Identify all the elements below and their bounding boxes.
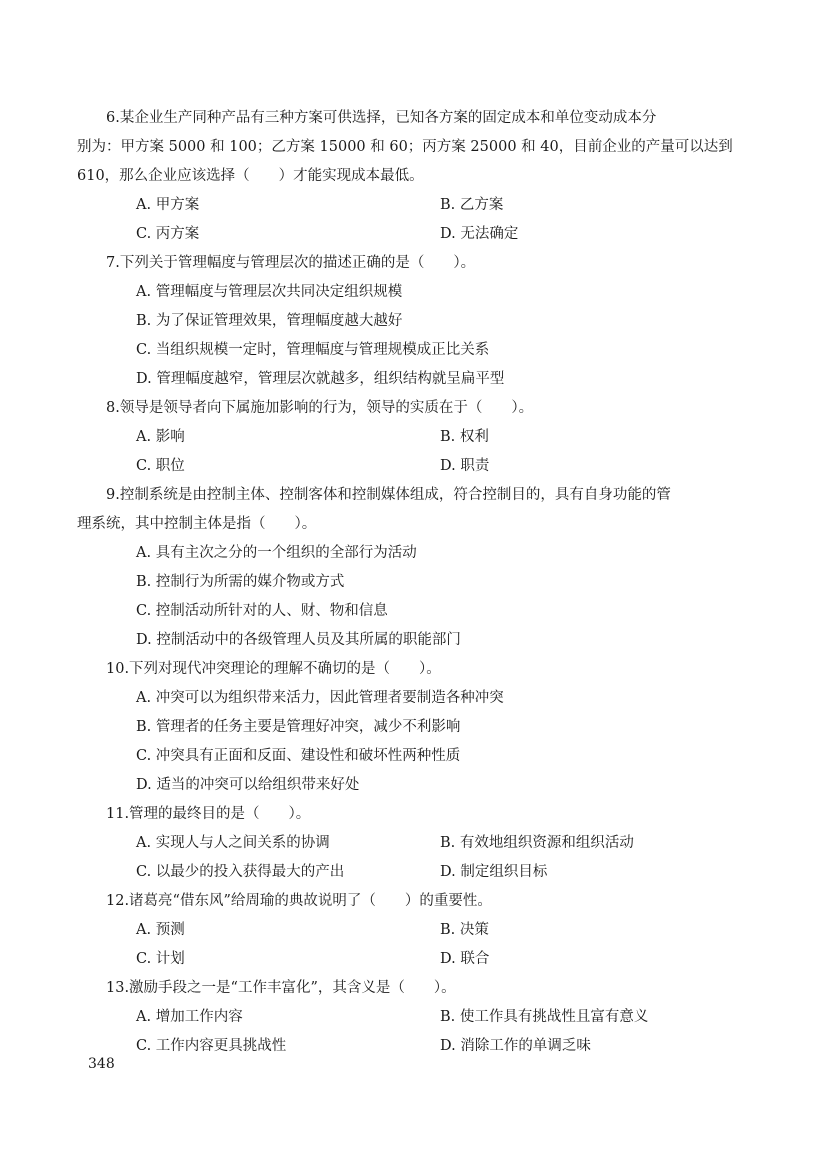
question-6-stem-line-2: 别为：甲方案 5000 和 100；乙方案 15000 和 60；丙方案 25000 和 40，目前企业的产量可以达到 (77, 139, 733, 155)
option-d: D. 管理幅度越窄，管理层次就越多，组织结构就呈扁平型 (136, 371, 505, 387)
option-row (0, 945, 830, 974)
option-d: D. 联合 (440, 951, 490, 967)
option-a: A. 实现人与人之间关系的协调 (136, 835, 330, 851)
question-11 (0, 800, 830, 887)
question-6-stem-line-3: 610，那么企业应该选择（ ）才能实现成本最低。 (77, 168, 424, 184)
question-6 (0, 104, 830, 249)
option-row (0, 220, 830, 249)
option-a: A. 增加工作内容 (136, 1009, 243, 1025)
question-list (0, 104, 830, 1061)
option-c: C. 当组织规模一定时，管理幅度与管理规模成正比关系 (136, 342, 490, 358)
option-a: A. 具有主次之分的一个组织的全部行为活动 (136, 545, 417, 561)
option-d: D. 制定组织目标 (440, 864, 548, 880)
option-d: D. 职责 (440, 458, 490, 474)
option-b: B. 权利 (440, 429, 489, 445)
option-d: D. 控制活动中的各级管理人员及其所属的职能部门 (136, 632, 461, 648)
question-8-stem: 8.领导是领导者向下属施加影响的行为，领导的实质在于（ ）。 (106, 400, 534, 416)
option-b: B. 决策 (440, 922, 489, 938)
question-13 (0, 974, 830, 1061)
option-b: B. 乙方案 (440, 197, 504, 213)
option-c: C. 工作内容更具挑战性 (136, 1038, 287, 1054)
option-c: C. 以最少的投入获得最大的产出 (136, 864, 345, 880)
option-a: A. 预测 (136, 922, 185, 938)
option-row (0, 452, 830, 481)
option-b: B. 有效地组织资源和组织活动 (440, 835, 634, 851)
question-12-stem: 12.诸葛亮“借东风”给周瑜的典故说明了（ ）的重要性。 (106, 893, 492, 909)
option-d: D. 无法确定 (440, 226, 519, 242)
option-a: A. 影响 (136, 429, 185, 445)
option-c: C. 职位 (136, 458, 185, 474)
page-number: 348 (88, 1056, 115, 1072)
option-row (0, 1003, 830, 1032)
option-b: B. 为了保证管理效果，管理幅度越大越好 (136, 313, 403, 329)
question-12 (0, 887, 830, 974)
option-row (0, 916, 830, 945)
option-c: C. 冲突具有正面和反面、建设性和破坏性两种性质 (136, 748, 461, 764)
question-9-stem-line-2: 理系统，其中控制主体是指（ ）。 (77, 516, 317, 532)
question-10 (0, 655, 830, 800)
option-a: A. 管理幅度与管理层次共同决定组织规模 (136, 284, 403, 300)
question-9 (0, 481, 830, 655)
option-c: C. 丙方案 (136, 226, 200, 242)
question-7 (0, 249, 830, 394)
question-10-stem: 10.下列对现代冲突理论的理解不确切的是（ ）。 (106, 661, 441, 677)
option-d: D. 适当的冲突可以给组织带来好处 (136, 777, 360, 793)
option-row (0, 829, 830, 858)
option-b: B. 管理者的任务主要是管理好冲突，减少不利影响 (136, 719, 461, 735)
option-row (0, 423, 830, 452)
option-c: C. 计划 (136, 951, 185, 967)
option-row (0, 1032, 830, 1061)
question-6-stem-line-1: 6.某企业生产同种产品有三种方案可供选择，已知各方案的固定成本和单位变动成本分 (106, 110, 657, 126)
option-b: B. 使工作具有挑战性且富有意义 (440, 1009, 649, 1025)
option-a: A. 冲突可以为组织带来活力，因此管理者要制造各种冲突 (136, 690, 504, 706)
question-8 (0, 394, 830, 481)
option-row (0, 191, 830, 220)
option-c: C. 控制活动所针对的人、财、物和信息 (136, 603, 388, 619)
question-7-stem: 7.下列关于管理幅度与管理层次的描述正确的是（ ）。 (106, 255, 476, 271)
question-9-stem-line-1: 9.控制系统是由控制主体、控制客体和控制媒体组成，符合控制目的，具有自身功能的管 (106, 487, 671, 503)
option-d: D. 消除工作的单调乏味 (440, 1038, 591, 1054)
option-a: A. 甲方案 (136, 197, 200, 213)
option-row (0, 858, 830, 887)
option-b: B. 控制行为所需的媒介物或方式 (136, 574, 345, 590)
question-11-stem: 11.管理的最终目的是（ ）。 (106, 806, 311, 822)
question-13-stem: 13.激励手段之一是“工作丰富化”，其含义是（ ）。 (106, 980, 456, 996)
